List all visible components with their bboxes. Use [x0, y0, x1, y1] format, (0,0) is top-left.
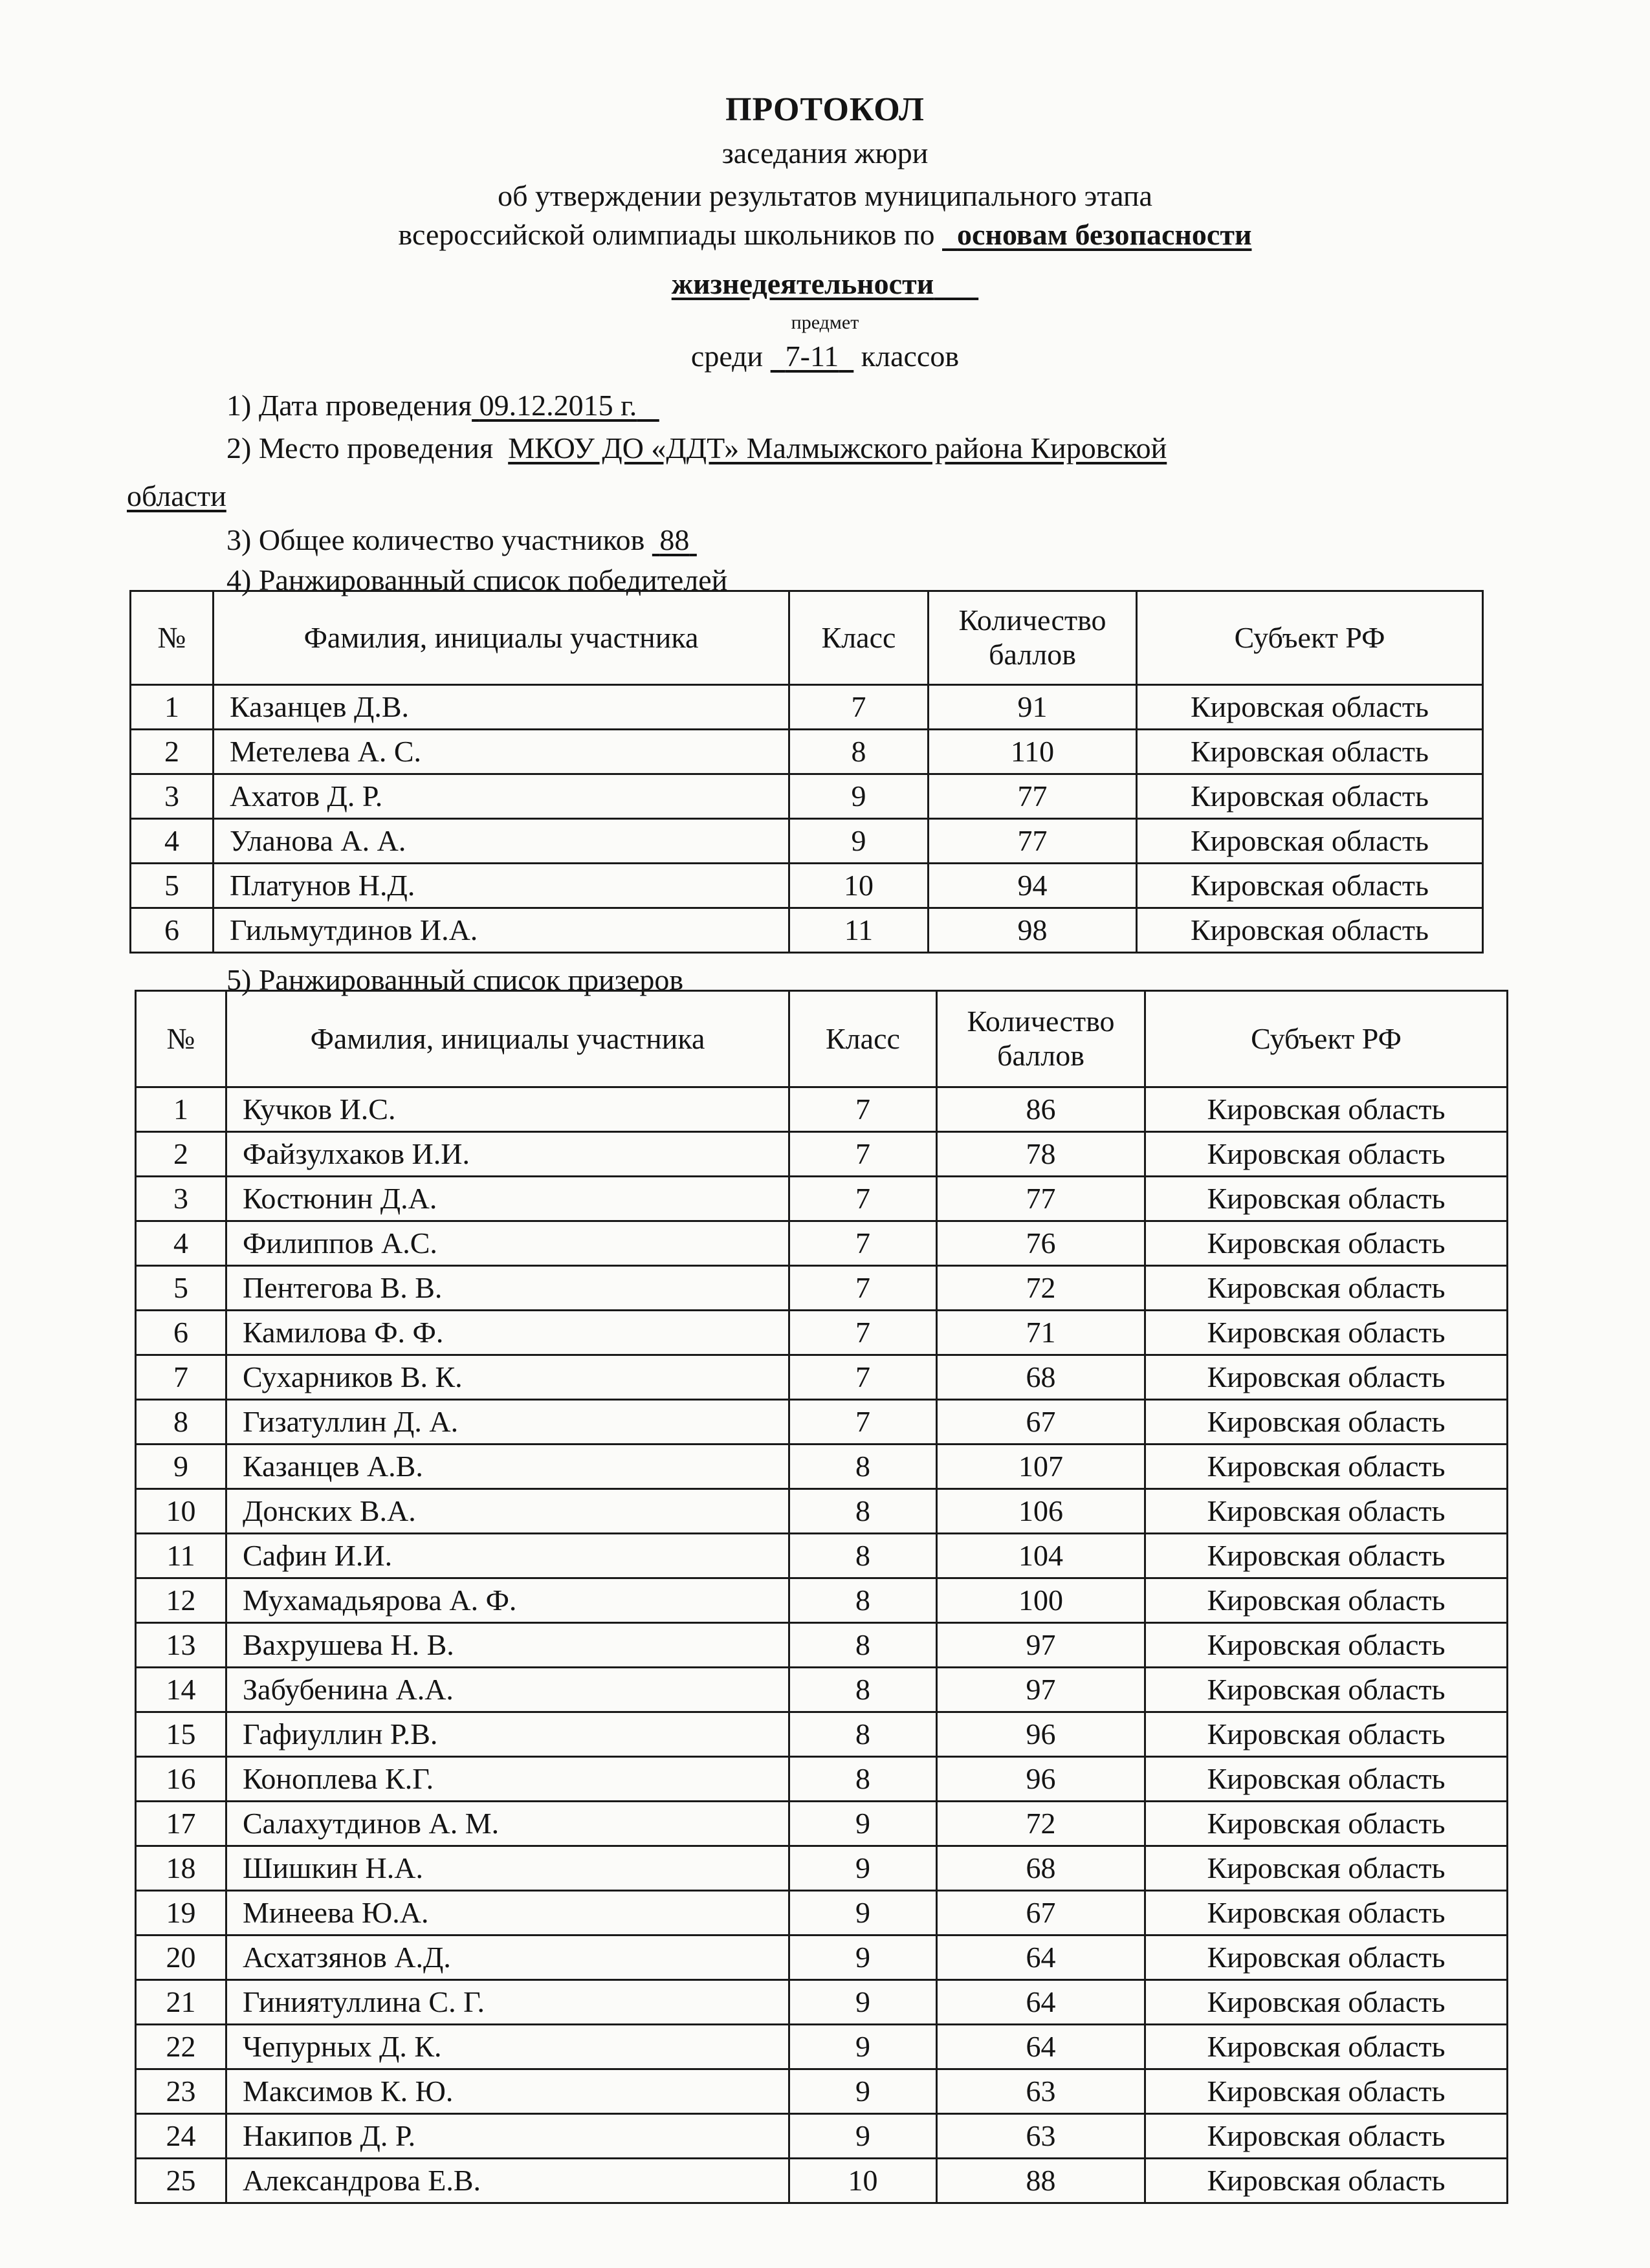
table-row [136, 1578, 1508, 1623]
cell-region: Кировская область [1145, 1757, 1508, 1802]
cell-name: Вахрушева Н. В. [226, 1623, 789, 1668]
col-num: № [131, 591, 214, 685]
cell-name: Уланова А. А. [214, 819, 789, 864]
table-row [136, 1266, 1508, 1311]
table-row [136, 1087, 1508, 1132]
cell-score: 96 [937, 1757, 1145, 1802]
cell-name: Забубенина А.А. [226, 1668, 789, 1712]
cell-region: Кировская область [1145, 1935, 1508, 1980]
cell-grade: 7 [789, 1400, 937, 1445]
table-row [136, 1623, 1508, 1668]
cell-region: Кировская область [1137, 819, 1483, 864]
grades-suffix: классов [861, 340, 960, 373]
col-score: Количество баллов [937, 991, 1145, 1087]
subject-part1: основам безопасности [957, 218, 1252, 251]
cell-num: 8 [136, 1400, 226, 1445]
subtitle-olympiad [0, 217, 1650, 252]
cell-num: 19 [136, 1891, 226, 1935]
cell-score: 77 [929, 819, 1137, 864]
table-row [136, 1891, 1508, 1935]
table-row [136, 1177, 1508, 1221]
col-num: № [136, 991, 226, 1087]
cell-score: 104 [937, 1534, 1145, 1578]
cell-name: Гизатуллин Д. А. [226, 1400, 789, 1445]
cell-name: Ахатов Д. Р. [214, 774, 789, 819]
cell-grade: 7 [789, 1311, 937, 1355]
cell-num: 3 [136, 1177, 226, 1221]
cell-num: 2 [136, 1132, 226, 1177]
cell-name: Пентегова В. В. [226, 1266, 789, 1311]
cell-grade: 8 [789, 1578, 937, 1623]
participants-label: 3) Общее количество участников [226, 523, 645, 556]
table-row [136, 1489, 1508, 1534]
table-row [136, 1668, 1508, 1712]
cell-num: 14 [136, 1668, 226, 1712]
cell-score: 68 [937, 1846, 1145, 1891]
cell-num: 23 [136, 2069, 226, 2114]
cell-num: 6 [136, 1311, 226, 1355]
cell-region: Кировская область [1145, 2159, 1508, 2203]
col-grade: Класс [789, 591, 929, 685]
participants-item [226, 523, 697, 557]
cell-num: 11 [136, 1534, 226, 1578]
cell-name: Кучков И.С. [226, 1087, 789, 1132]
cell-score: 78 [937, 1132, 1145, 1177]
cell-score: 64 [937, 1980, 1145, 2025]
cell-name: Сухарников В. К. [226, 1355, 789, 1400]
col-name: Фамилия, инициалы участника [226, 991, 789, 1087]
table-row [136, 2025, 1508, 2069]
cell-name: Казанцев Д.В. [214, 685, 789, 730]
cell-num: 5 [136, 1266, 226, 1311]
cell-name: Гиниятуллина С. Г. [226, 1980, 789, 2025]
cell-region: Кировская область [1137, 774, 1483, 819]
cell-region: Кировская область [1145, 1445, 1508, 1489]
col-region: Субъект РФ [1137, 591, 1483, 685]
cell-name: Камилова Ф. Ф. [226, 1311, 789, 1355]
cell-num: 21 [136, 1980, 226, 2025]
cell-score: 77 [937, 1177, 1145, 1221]
table-row [131, 908, 1483, 953]
cell-name: Гильмутдинов И.А. [214, 908, 789, 953]
cell-region: Кировская область [1145, 1668, 1508, 1712]
cell-num: 10 [136, 1489, 226, 1534]
cell-region: Кировская область [1145, 1534, 1508, 1578]
cell-num: 1 [136, 1087, 226, 1132]
cell-region: Кировская область [1145, 1221, 1508, 1266]
cell-score: 72 [937, 1266, 1145, 1311]
cell-name: Асхатзянов А.Д. [226, 1935, 789, 1980]
cell-num: 1 [131, 685, 214, 730]
table-row [131, 685, 1483, 730]
cell-grade: 7 [789, 1266, 937, 1311]
cell-grade: 7 [789, 1221, 937, 1266]
grades-line [0, 339, 1650, 373]
subtitle-approval: об утверждении результатов муниципального этапа [498, 179, 1152, 212]
table-row [136, 1400, 1508, 1445]
table-row [131, 864, 1483, 908]
cell-num: 22 [136, 2025, 226, 2069]
cell-num: 4 [131, 819, 214, 864]
table-row [131, 774, 1483, 819]
cell-name: Накипов Д. Р. [226, 2114, 789, 2159]
cell-grade: 9 [789, 1846, 937, 1891]
cell-score: 110 [929, 730, 1137, 774]
table-row [136, 1132, 1508, 1177]
cell-name: Чепурных Д. К. [226, 2025, 789, 2069]
cell-num: 4 [136, 1221, 226, 1266]
document-title: ПРОТОКОЛ [725, 91, 925, 128]
cell-grade: 8 [789, 730, 929, 774]
cell-region: Кировская область [1145, 1355, 1508, 1400]
cell-grade: 9 [789, 2114, 937, 2159]
cell-grade: 9 [789, 1980, 937, 2025]
cell-num: 18 [136, 1846, 226, 1891]
cell-region: Кировская область [1145, 1311, 1508, 1355]
cell-score: 77 [929, 774, 1137, 819]
grades-prefix: среди [690, 340, 764, 373]
cell-region: Кировская область [1145, 1578, 1508, 1623]
col-region: Субъект РФ [1145, 991, 1508, 1087]
cell-name: Минеева Ю.А. [226, 1891, 789, 1935]
cell-num: 9 [136, 1445, 226, 1489]
cell-grade: 8 [789, 1534, 937, 1578]
cell-region: Кировская область [1145, 1802, 1508, 1846]
cell-score: 96 [937, 1712, 1145, 1757]
place-item [226, 431, 1167, 465]
cell-score: 67 [937, 1891, 1145, 1935]
cell-score: 67 [937, 1400, 1145, 1445]
cell-region: Кировская область [1145, 1400, 1508, 1445]
cell-num: 13 [136, 1623, 226, 1668]
cell-num: 5 [131, 864, 214, 908]
date-value: 09.12.2015 г. [479, 389, 637, 422]
cell-grade: 7 [789, 1087, 937, 1132]
table-row [136, 1757, 1508, 1802]
cell-name: Гафиуллин Р.В. [226, 1712, 789, 1757]
table-row [131, 819, 1483, 864]
cell-grade: 9 [789, 1891, 937, 1935]
cell-grade: 7 [789, 1177, 937, 1221]
table-row [136, 1221, 1508, 1266]
subject-caption: предмет [791, 312, 859, 333]
table-row [136, 1355, 1508, 1400]
cell-grade: 11 [789, 908, 929, 953]
table-row [136, 1980, 1508, 2025]
cell-region: Кировская область [1145, 2025, 1508, 2069]
cell-region: Кировская область [1145, 1177, 1508, 1221]
cell-num: 2 [131, 730, 214, 774]
date-label: 1) Дата проведения [226, 389, 472, 422]
cell-score: 98 [929, 908, 1137, 953]
cell-name: Сафин И.И. [226, 1534, 789, 1578]
cell-region: Кировская область [1145, 1712, 1508, 1757]
col-score: Количество баллов [929, 591, 1137, 685]
cell-region: Кировская область [1145, 1087, 1508, 1132]
table-row [136, 1712, 1508, 1757]
table-row [136, 1311, 1508, 1355]
cell-score: 71 [937, 1311, 1145, 1355]
cell-grade: 8 [789, 1489, 937, 1534]
cell-region: Кировская область [1145, 1623, 1508, 1668]
subtitle-subject-cont [0, 267, 1650, 301]
cell-name: Платунов Н.Д. [214, 864, 789, 908]
place-value-line1: МКОУ ДО «ДДТ» Малмыжского района Кировской [508, 431, 1167, 464]
cell-score: 100 [937, 1578, 1145, 1623]
cell-grade: 9 [789, 2025, 937, 2069]
cell-score: 64 [937, 2025, 1145, 2069]
winners-heading: 4) Ранжированный список победителей [226, 563, 728, 596]
cell-grade: 7 [789, 1355, 937, 1400]
place-item-cont [127, 479, 226, 513]
cell-grade: 7 [789, 1132, 937, 1177]
participants-value: 88 [659, 523, 690, 556]
table-row [136, 2159, 1508, 2203]
table-row [136, 1802, 1508, 1846]
date-item [226, 388, 659, 422]
cell-name: Максимов К. Ю. [226, 2069, 789, 2114]
cell-grade: 7 [789, 685, 929, 730]
cell-score: 63 [937, 2114, 1145, 2159]
cell-region: Кировская область [1145, 1132, 1508, 1177]
cell-name: Филиппов А.С. [226, 1221, 789, 1266]
cell-grade: 8 [789, 1445, 937, 1489]
cell-name: Файзулхаков И.И. [226, 1132, 789, 1177]
cell-region: Кировская область [1145, 1846, 1508, 1891]
cell-num: 15 [136, 1712, 226, 1757]
table-row [136, 2114, 1508, 2159]
winners-header-row [131, 591, 1483, 685]
cell-grade: 8 [789, 1668, 937, 1712]
cell-name: Метелева А. С. [214, 730, 789, 774]
table-row [136, 1534, 1508, 1578]
cell-num: 24 [136, 2114, 226, 2159]
col-name: Фамилия, инициалы участника [214, 591, 789, 685]
cell-name: Мухамадьярова А. Ф. [226, 1578, 789, 1623]
prizes-table [135, 990, 1508, 2204]
cell-region: Кировская область [1145, 2069, 1508, 2114]
cell-num: 16 [136, 1757, 226, 1802]
cell-num: 12 [136, 1578, 226, 1623]
cell-num: 17 [136, 1802, 226, 1846]
place-label: 2) Место проведения [226, 431, 494, 464]
cell-score: 68 [937, 1355, 1145, 1400]
cell-num: 20 [136, 1935, 226, 1980]
cell-grade: 10 [789, 864, 929, 908]
cell-region: Кировская область [1137, 908, 1483, 953]
cell-name: Казанцев А.В. [226, 1445, 789, 1489]
cell-name: Александрова Е.В. [226, 2159, 789, 2203]
grades-value: 7-11 [785, 340, 839, 373]
table-row [136, 2069, 1508, 2114]
olympiad-prefix: всероссийской олимпиады школьников по [398, 218, 935, 251]
table-row [136, 1445, 1508, 1489]
subtitle-jury: заседания жюри [721, 136, 929, 169]
cell-score: 88 [937, 2159, 1145, 2203]
cell-grade: 8 [789, 1712, 937, 1757]
cell-grade: 10 [789, 2159, 937, 2203]
cell-region: Кировская область [1137, 864, 1483, 908]
col-grade: Класс [789, 991, 937, 1087]
cell-grade: 9 [789, 774, 929, 819]
cell-score: 72 [937, 1802, 1145, 1846]
table-row [136, 1935, 1508, 1980]
cell-name: Костюнин Д.А. [226, 1177, 789, 1221]
table-row [131, 730, 1483, 774]
cell-name: Донских В.А. [226, 1489, 789, 1534]
cell-region: Кировская область [1145, 2114, 1508, 2159]
prizes-body [136, 1087, 1508, 2203]
cell-score: 97 [937, 1668, 1145, 1712]
cell-region: Кировская область [1145, 1891, 1508, 1935]
cell-num: 7 [136, 1355, 226, 1400]
winners-table [129, 590, 1484, 954]
cell-grade: 8 [789, 1623, 937, 1668]
cell-grade: 9 [789, 1802, 937, 1846]
cell-grade: 9 [789, 819, 929, 864]
cell-region: Кировская область [1145, 1489, 1508, 1534]
cell-grade: 8 [789, 1757, 937, 1802]
cell-score: 86 [937, 1087, 1145, 1132]
cell-grade: 9 [789, 1935, 937, 1980]
cell-region: Кировская область [1137, 685, 1483, 730]
cell-region: Кировская область [1137, 730, 1483, 774]
winners-body [131, 685, 1483, 953]
cell-name: Салахутдинов А. М. [226, 1802, 789, 1846]
prizes-heading: 5) Ранжированный список призеров [226, 963, 684, 996]
cell-score: 76 [937, 1221, 1145, 1266]
place-value-line2: области [127, 479, 226, 512]
cell-score: 63 [937, 2069, 1145, 2114]
cell-num: 3 [131, 774, 214, 819]
cell-name: Шишкин Н.А. [226, 1846, 789, 1891]
cell-score: 91 [929, 685, 1137, 730]
cell-grade: 9 [789, 2069, 937, 2114]
cell-score: 97 [937, 1623, 1145, 1668]
cell-score: 106 [937, 1489, 1145, 1534]
cell-num: 6 [131, 908, 214, 953]
cell-num: 25 [136, 2159, 226, 2203]
cell-name: Коноплева К.Г. [226, 1757, 789, 1802]
cell-score: 107 [937, 1445, 1145, 1489]
cell-score: 64 [937, 1935, 1145, 1980]
subject-part2: жизнедеятельности [671, 267, 934, 300]
cell-score: 94 [929, 864, 1137, 908]
prizes-header-row [136, 991, 1508, 1087]
cell-region: Кировская область [1145, 1266, 1508, 1311]
table-row [136, 1846, 1508, 1891]
cell-region: Кировская область [1145, 1980, 1508, 2025]
